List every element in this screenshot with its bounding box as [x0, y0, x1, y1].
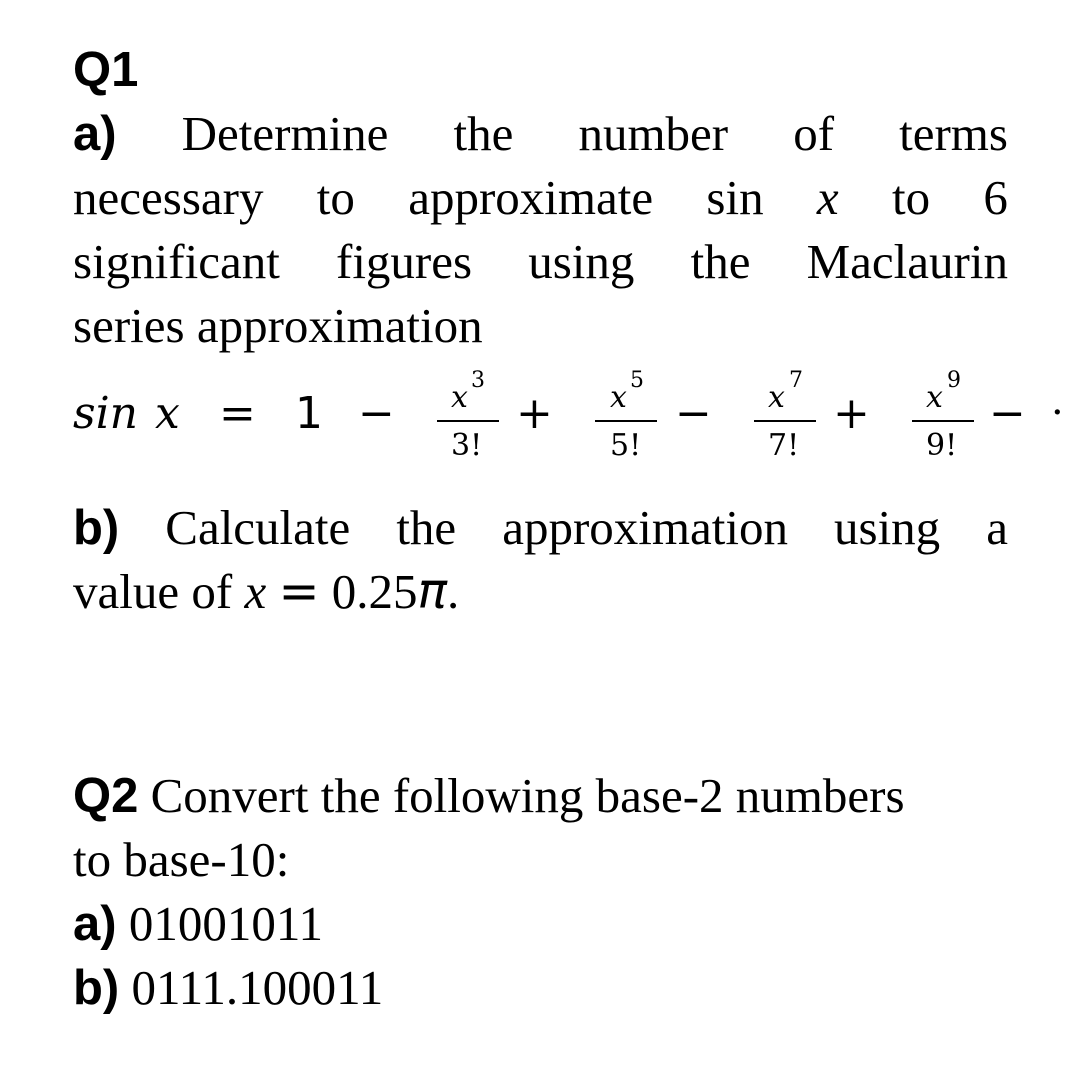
variable-x: x — [816, 170, 839, 225]
binary-value: 01001011 — [128, 896, 324, 951]
q1-heading-line — [73, 38, 1008, 102]
word: the — [453, 106, 514, 161]
word: Calculate — [165, 500, 351, 555]
eq-op-minus: − — [989, 388, 1026, 439]
eq-op-minus: − — [358, 388, 395, 439]
eq-fraction-bar — [912, 420, 974, 422]
q1a-line-2 — [73, 166, 1008, 230]
eq-op-minus: − — [675, 388, 712, 439]
eq-var-x: x — [155, 388, 180, 439]
word: 6 — [983, 170, 1008, 225]
eq-equals: = — [219, 388, 256, 439]
word: approximate — [408, 170, 654, 225]
q1b-label: b) — [73, 501, 120, 555]
eq-term-den: 5! — [610, 428, 642, 463]
eq-term-num: x — [610, 380, 627, 415]
eq-fraction-bar — [437, 420, 499, 422]
text: Convert the following base-2 numbers — [150, 768, 905, 823]
eq-term-exp: 5 — [630, 368, 644, 393]
q2b-label: b) — [73, 961, 120, 1015]
eq-op-plus: + — [516, 388, 553, 439]
eq-func-sin: sin — [73, 388, 138, 439]
variable-x: x — [244, 564, 267, 619]
word: the — [396, 500, 457, 555]
q2-line-1 — [73, 764, 1008, 828]
eq-const-one: 1 — [295, 388, 323, 439]
word: sin — [706, 170, 764, 225]
word: of — [793, 106, 835, 161]
pi-symbol: π — [417, 563, 448, 620]
q2a-label: a) — [73, 897, 117, 951]
period: . — [447, 564, 460, 619]
word: Maclaurin — [806, 234, 1008, 289]
word: terms — [899, 106, 1008, 161]
word: to — [891, 170, 931, 225]
word: number — [578, 106, 729, 161]
word: figures — [336, 234, 473, 289]
eq-term-den: 3! — [451, 428, 483, 463]
word: a — [986, 500, 1008, 555]
q1a-line-3 — [73, 230, 1008, 294]
eq-term-exp: 7 — [789, 368, 803, 393]
eq-term-exp: 3 — [471, 368, 485, 393]
word: the — [690, 234, 751, 289]
eq-term-num: x — [926, 380, 943, 415]
word: using — [528, 234, 635, 289]
word: approximation — [502, 500, 788, 555]
word: Determine — [181, 106, 389, 161]
eq-op-plus: + — [833, 388, 870, 439]
word: to — [316, 170, 355, 225]
eq-term-exp: 9 — [947, 368, 961, 393]
eq-term-num: x — [451, 380, 468, 415]
q1a-line-1 — [73, 102, 1008, 166]
maclaurin-equation — [73, 366, 1064, 474]
document-page — [73, 38, 1064, 1020]
q1b-line-2 — [73, 560, 1008, 624]
q1a-line-4 — [73, 294, 1008, 358]
q1b-line-1 — [73, 496, 1008, 560]
eq-fraction-bar — [754, 420, 816, 422]
word: significant — [73, 234, 280, 289]
value-number: 0.25 — [331, 564, 418, 619]
text: series approximation — [73, 298, 483, 353]
eq-ellipsis: · — [1051, 390, 1064, 436]
spacer — [73, 624, 1008, 764]
q1a-label: a) — [73, 107, 117, 161]
text: to base-10: — [73, 832, 290, 887]
text: value of — [73, 564, 233, 619]
q1-label: Q1 — [73, 43, 139, 97]
q2a-line — [73, 892, 1008, 956]
word: necessary — [73, 170, 264, 225]
eq-term-den: 9! — [926, 428, 958, 463]
q2-line-2 — [73, 828, 1008, 892]
equals-sign: = — [278, 563, 320, 620]
q2-label: Q2 — [73, 769, 139, 823]
eq-term-den: 7! — [768, 428, 800, 463]
binary-value: 0111.100011 — [131, 960, 384, 1015]
eq-term-num: x — [768, 380, 785, 415]
q2b-line — [73, 956, 1008, 1020]
eq-fraction-bar — [595, 420, 657, 422]
word: using — [834, 500, 941, 555]
